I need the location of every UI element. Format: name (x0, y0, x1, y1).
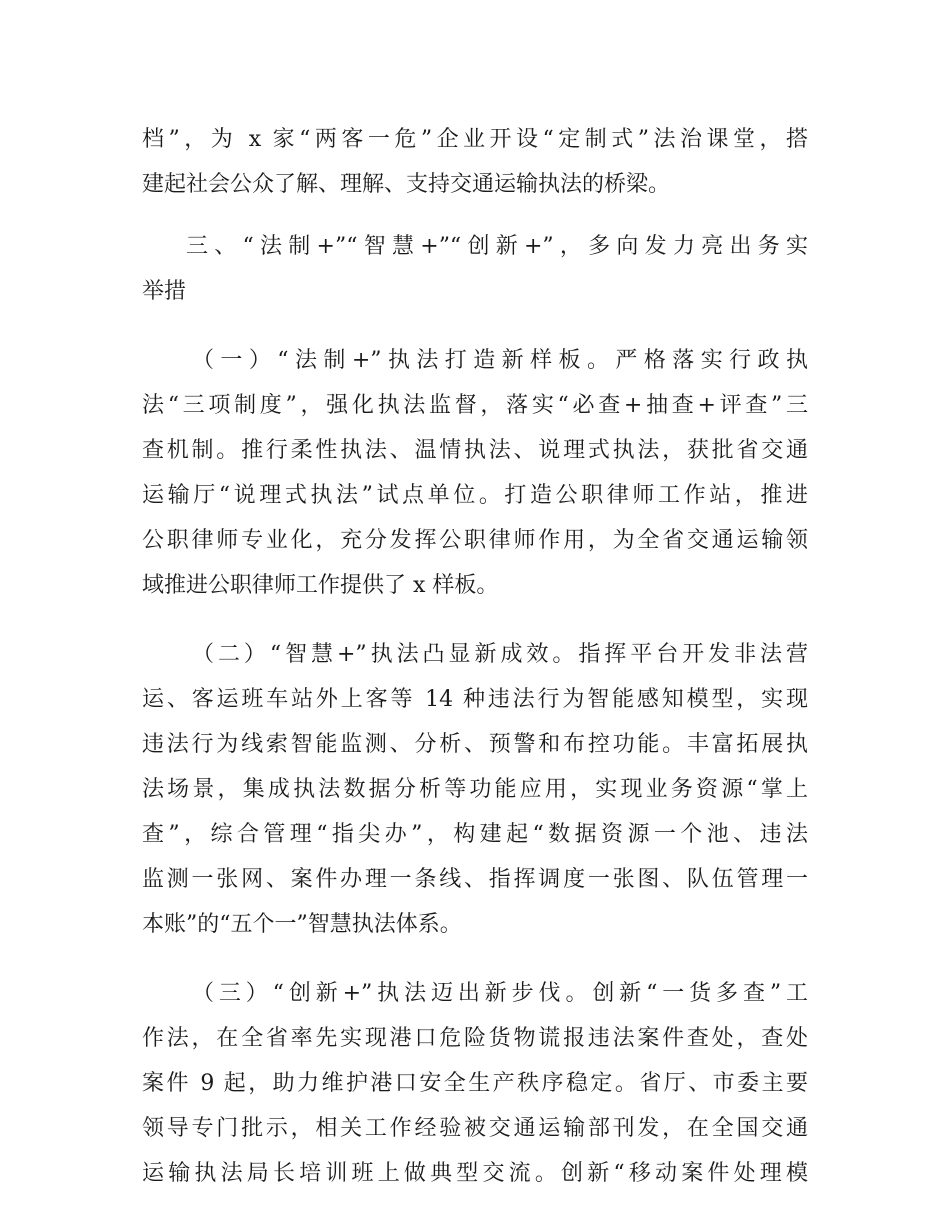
paragraph-line: 违法行为线索智能监测、分析、预警和布控功能。丰富拓展执 (142, 732, 808, 757)
section-heading (142, 224, 808, 314)
paragraph-line: 查机制。推行柔性执法、温情执法、说理式执法，获批省交通 (142, 438, 808, 463)
paragraph-fazhi (142, 338, 808, 608)
paragraph-line: 公职律师专业化，充分发挥公职律师作用，为全省交通运输领 (142, 528, 808, 553)
paragraph-line: 运输执法局长培训班上做典型交流。创新“移动案件处理模 (142, 1161, 808, 1186)
paragraph-line: 档”，为 x 家“两客一危”企业开设“定制式”法治课堂，搭 (142, 127, 808, 152)
paragraph-line: （一）“法制+”执法打造新样板。严格落实行政执 (192, 348, 808, 373)
paragraph-line: 本账”的“五个一”智慧执法体系。 (142, 912, 462, 937)
paragraph-line: （二）“智慧+”执法凸显新成效。指挥平台开发非法营 (192, 642, 808, 667)
heading-line: 三、“法制+”“智慧+”“创新+”，多向发力亮出务实 (186, 234, 808, 259)
paragraph-zhihui (142, 632, 808, 947)
paragraph-line: 法场景，集成执法数据分析等功能应用，实现业务资源“掌上 (142, 777, 808, 802)
paragraph-line: 案件 9 起，助力维护港口安全生产秩序稳定。省厅、市委主要 (142, 1071, 808, 1096)
paragraph-line: 运、客运班车站外上客等 14 种违法行为智能感知模型，实现 (142, 687, 808, 712)
paragraph-line: 建起社会公众了解、理解、支持交通运输执法的桥梁。 (142, 172, 671, 197)
paragraph-line: 领导专门批示，相关工作经验被交通运输部刊发，在全国交通 (142, 1116, 808, 1141)
paragraph-line: 查”，综合管理“指尖办”，构建起“数据资源一个池、违法 (142, 822, 808, 847)
paragraph-line: （三）“创新+”执法迈出新步伐。创新“一货多查”工 (192, 981, 808, 1006)
paragraph-line: 监测一张网、案件办理一条线、指挥调度一张图、队伍管理一 (142, 867, 808, 892)
paragraph-line: 法“三项制度”，强化执法监督，落实“必查+抽查+评查”三 (142, 393, 808, 418)
paragraph-line: 运输厅“说理式执法”试点单位。打造公职律师工作站，推进 (142, 483, 808, 508)
heading-line: 举措 (142, 279, 187, 304)
paragraph-chuangxin (142, 971, 808, 1196)
paragraph-line: 域推进公职律师工作提供了 x 样板。 (142, 573, 499, 598)
paragraph-line: 作法，在全省率先实现港口危险货物谎报违法案件查处，查处 (142, 1026, 808, 1051)
paragraph-continuation (142, 117, 808, 207)
document-body (142, 117, 808, 1196)
